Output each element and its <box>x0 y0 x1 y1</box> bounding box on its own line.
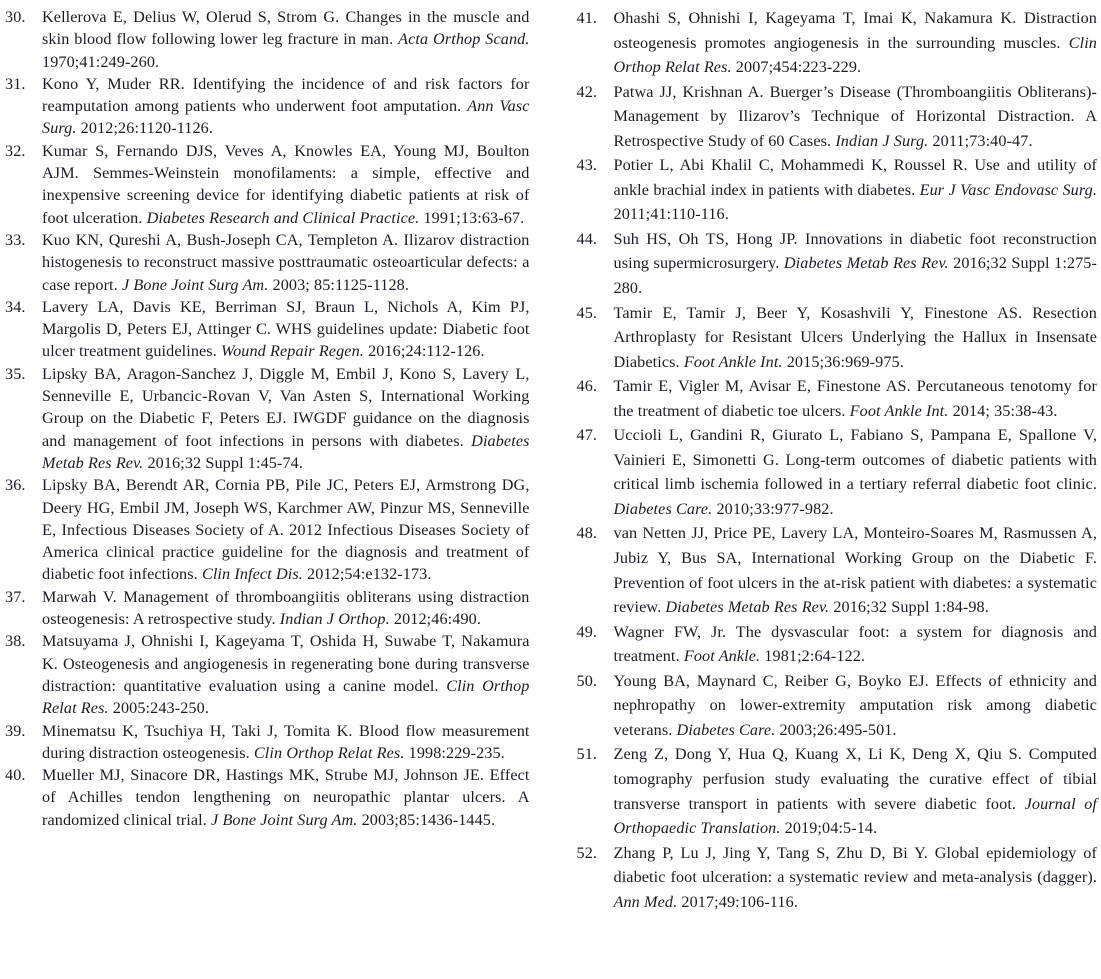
reference-item <box>5 140 530 229</box>
journal-name: Eur J Vasc Endovasc Surg. <box>919 180 1097 199</box>
journal-name: Diabetes Metab Res Rev. <box>665 598 830 617</box>
reference-text-part: Wagner FW, Jr. The dysvascular foot: a system for diagnosis and treatment. <box>613 622 1097 666</box>
reference-text <box>42 75 530 138</box>
reference-item <box>577 669 1098 743</box>
reference-item <box>5 764 530 831</box>
reference-text-part: 2005:243-250. <box>108 699 209 718</box>
journal-name: Clin Orthop Relat Res. <box>42 676 530 718</box>
reference-text <box>614 377 1098 420</box>
reference-text <box>614 9 1098 76</box>
reference-number: 46. <box>576 377 598 396</box>
reference-item <box>577 301 1098 375</box>
reference-number: 34. <box>5 297 26 316</box>
reference-text <box>42 588 530 628</box>
reference-text-part: Zhang P, Lu J, Jing Y, Tang S, Zhu D, Bi Y. Global epidemiology of diabetic foot ulceration: a systematic review and meta-analysis (dagger). <box>613 843 1097 887</box>
reference-text-part: 2012;54:e132-173. <box>302 565 432 584</box>
reference-text-part: 1970;41:249-260. <box>42 52 160 71</box>
reference-text <box>614 672 1098 739</box>
reference-text-part: 2012;26:1120-1126. <box>76 119 214 138</box>
reference-item <box>5 474 530 585</box>
reference-text <box>42 632 530 717</box>
reference-text-part: 2011;41:110-116. <box>613 205 729 224</box>
reference-text-part: 2014; 35:38-43. <box>948 401 1058 420</box>
reference-item <box>577 841 1098 915</box>
reference-number: 50. <box>576 671 598 690</box>
journal-name: Journal of Orthopaedic Translation. <box>613 794 1097 838</box>
reference-item <box>5 6 530 73</box>
journal-name: Diabetes Care. <box>613 499 713 518</box>
journal-name: Diabetes Metab Res Rev. <box>783 254 949 273</box>
journal-name: J Bone Joint Surg Am. <box>211 810 358 829</box>
reference-number: 39. <box>5 721 26 740</box>
reference-text <box>614 426 1098 518</box>
reference-text-part: Kuo KN, Qureshi A, Bush-Joseph CA, Templeton A. Ilizarov distraction histogenesis to reconstruct massive posttraumatic osteoarticular defects: a case report. <box>42 230 530 294</box>
reference-item <box>577 742 1098 840</box>
reference-text-part: Kellerova E, Delius W, Olerud S, Strom G. Changes in the muscle and skin blood flow following lower leg fracture in man. <box>42 8 530 49</box>
reference-text <box>614 844 1098 911</box>
reference-number: 41. <box>576 9 598 27</box>
reference-item <box>577 620 1098 669</box>
reference-text <box>614 745 1098 837</box>
journal-name: Diabetes Care. <box>676 720 776 739</box>
journal-name: Ann Vasc Surg. <box>42 97 530 138</box>
reference-text <box>42 476 530 583</box>
reference-text-part: Zeng Z, Dong Y, Hua Q, Kuang X, Li K, Deng X, Qiu S. Computed tomography perfusion study evaluating the curative effect of tibial transverse transport in patients with severe diabetic foot. <box>613 745 1097 813</box>
reference-text-part: 2011;73:40-47. <box>928 131 1033 150</box>
reference-text <box>42 8 530 71</box>
reference-text-part: Potier L, Abi Khalil C, Mohammedi K, Roussel R. Use and utility of ankle brachial index in patients with diabetes. <box>613 156 1097 199</box>
journal-name: Diabetes Metab Res Rev. <box>42 431 530 472</box>
reference-text-part: Lipsky BA, Aragon-Sanchez J, Diggle M, Embil J, Kono S, Lavery L, Senneville E, Urbancic-Rovan V, Van Asten S, International Working Group on the Diabetic F, Peters EJ. IWGDF guidance on the diagnosis and management of foot infections in persons with diabetes. <box>42 364 530 450</box>
reference-item <box>5 296 530 363</box>
reference-text-part: 1998:229-235. <box>404 743 505 762</box>
reference-number: 35. <box>5 364 26 383</box>
reference-number: 51. <box>576 745 598 764</box>
reference-number: 43. <box>576 156 598 175</box>
reference-text-part: 2016;32 Suppl 1:45-74. <box>143 453 304 472</box>
reference-text-part: Kumar S, Fernando DJS, Veves A, Knowles EA, Young MJ, Boulton AJM. Semmes-Weinstein monofilaments: a simple, effective and inexpensive screening device for identifying diabetic patients at risk of foot ulceration. <box>42 141 530 227</box>
reference-text-part: 2016;24:112-126. <box>363 342 485 361</box>
reference-number: 44. <box>576 229 598 248</box>
reference-text-part: Patwa JJ, Krishnan A. Buerger’s Disease (Thromboangiitis Obliterans)- Management by Ilizarov’s Technique of Horizontal Distraction. A Retrospective Study of 60 Cases. <box>613 82 1097 150</box>
reference-number: 52. <box>576 843 598 862</box>
reference-item <box>5 73 530 140</box>
journal-name: Clin Infect Dis. <box>201 565 303 584</box>
reference-number: 31. <box>5 74 26 93</box>
reference-text <box>42 142 530 227</box>
reference-item <box>577 80 1098 154</box>
reference-text-part: Matsuyama J, Ohnishi I, Kageyama T, Oshida H, Suwabe T, Nakamura K. Osteogenesis and angiogenesis in regenerating bone during transverse distraction: quantitative evaluation using a canine model. <box>42 632 530 695</box>
reference-text <box>42 298 530 361</box>
reference-text-part: 2016;32 Suppl 1:84-98. <box>829 598 989 617</box>
reference-text-part: Mueller MJ, Sinacore DR, Hastings MK, Strube MJ, Johnson JE. Effect of Achilles tendon lengthening on neuropathic plantar ulcers. A randomized clinical trial. <box>42 766 530 829</box>
reference-text-part: 2003;85:1436-1445. <box>357 810 496 829</box>
reference-text-part: Tamir E, Vigler M, Avisar E, Finestone AS. Percutaneous tenotomy for the treatment of diabetic toe ulcers. <box>613 377 1097 420</box>
reference-text-part: 2003; 85:1125-1128. <box>268 275 410 294</box>
journal-name: Indian J Orthop. <box>279 610 390 629</box>
reference-text-part: Lavery LA, Davis KE, Berriman SJ, Braun L, Nichols A, Kim PJ, Margolis D, Peters EJ, Attinger C. WHS guidelines update: Diabetic foot ulcer treatment guidelines. <box>42 297 530 361</box>
journal-name: Clin Orthop Relat Res. <box>253 743 405 762</box>
reference-number: 38. <box>5 632 26 651</box>
reference-number: 36. <box>5 476 26 495</box>
reference-text <box>614 623 1098 666</box>
reference-text-part: 2015;36:969-975. <box>782 352 904 371</box>
reference-text <box>42 766 530 829</box>
reference-item <box>5 720 530 765</box>
reference-text-part: Ohashi S, Ohnishi I, Kageyama T, Imai K, Nakamura K. Distraction osteogenesis promotes angiogenesis in the surrounding muscles. <box>613 9 1097 52</box>
reference-text-part: Uccioli L, Gandini R, Giurato L, Fabiano S, Pampana E, Spallone V, Vainieri E, Simonetti G. Long-term outcomes of diabetic patients with critical limb ischemia followed in a tertiary referral diabetic foot clinic. <box>613 426 1097 494</box>
reference-text-part: 2010;33:977-982. <box>712 499 834 518</box>
reference-text-part: Suh HS, Oh TS, Hong JP. Innovations in diabetic foot reconstruction using supermicrosurgery. <box>613 229 1097 273</box>
references-column-left <box>5 6 530 979</box>
reference-number: 42. <box>576 82 598 101</box>
reference-text <box>614 304 1098 371</box>
reference-item <box>5 586 530 631</box>
reference-text-part: Lipsky BA, Berendt AR, Cornia PB, Pile JC, Peters EJ, Armstrong DG, Deery HG, Embil JM, Joseph WS, Karchmer AW, Pinzur MS, Senneville E, Infectious Diseases Society of A. 2012 Infectious Diseases Society of America clinical practice guideline for the diagnosis and treatment of diabetic foot infections. <box>42 476 530 584</box>
reference-text-part: 2003;26:495-501. <box>775 720 897 739</box>
reference-text-part: van Netten JJ, Price PE, Lavery LA, Monteiro-Soares M, Rasmussen A, Jubiz Y, Bus SA, International Working Group on the Diabetic F. Prevention of foot ulcers in the at-risk patient with diabetes: a systematic review. <box>613 524 1097 617</box>
reference-text-part: Young BA, Maynard C, Reiber G, Boyko EJ. Effects of ethnicity and nephropathy on lower-extremity amputation risk among diabetic veterans. <box>613 671 1097 739</box>
journal-name: Ann Med. <box>613 892 678 911</box>
reference-text-part: 1991;13:63-67. <box>419 208 525 227</box>
reference-text-part: Tamir E, Tamir J, Beer Y, Kosashvili Y, Finestone AS. Resection Arthroplasty for Resistant Ulcers Underlying the Hallux in Insensate Diabetics. <box>613 303 1097 371</box>
journal-name: Wound Repair Regen. <box>221 342 364 361</box>
journal-name: Foot Ankle. <box>683 647 761 666</box>
reference-item <box>5 229 530 296</box>
reference-item <box>577 374 1098 423</box>
reference-text <box>614 156 1098 223</box>
journal-name: Indian J Surg. <box>835 131 929 150</box>
reference-item <box>577 153 1098 227</box>
reference-number: 48. <box>576 524 598 543</box>
reference-item <box>577 6 1098 80</box>
reference-text-part: Minematsu K, Tsuchiya H, Taki J, Tomita K. Blood flow measurement during distraction osteogenesis. <box>42 721 530 762</box>
reference-text-part: Marwah V. Management of thromboangiitis obliterans using distraction osteogenesis: A retrospective study. <box>42 587 530 629</box>
reference-text <box>42 231 530 294</box>
reference-number: 49. <box>576 622 598 641</box>
reference-text-part: Kono Y, Muder RR. Identifying the incidence of and risk factors for reamputation among patients who underwent foot amputation. <box>42 74 530 116</box>
journal-name: Clin Orthop Relat Res. <box>613 33 1097 77</box>
reference-number: 47. <box>576 426 598 445</box>
reference-number: 33. <box>5 230 26 249</box>
reference-item <box>5 630 530 719</box>
reference-text-part: 2012;46:490. <box>389 610 481 629</box>
reference-text-part: 1981;2:64-122. <box>760 647 866 666</box>
journal-name: Foot Ankle Int. <box>849 401 949 420</box>
reference-text <box>42 722 530 762</box>
references-column-right <box>577 6 1098 979</box>
reference-text <box>42 365 530 472</box>
reference-item <box>5 363 530 474</box>
reference-number: 37. <box>5 587 26 606</box>
reference-text-part: 2017;49:106-116. <box>677 892 798 911</box>
journal-name: J Bone Joint Surg Am. <box>121 275 269 294</box>
reference-number: 30. <box>5 8 26 26</box>
reference-text-part: 2007;454:223-229. <box>731 58 862 77</box>
reference-text <box>614 524 1098 616</box>
reference-text-part: 2016;32 Suppl 1:275-280. <box>613 254 1097 298</box>
journal-name: Diabetes Research and Clinical Practice. <box>146 208 420 227</box>
reference-number: 32. <box>5 141 26 160</box>
reference-item <box>577 521 1098 619</box>
reference-text-part: 2019;04:5-14. <box>780 819 878 838</box>
journal-name: Acta Orthop Scand. <box>398 30 530 49</box>
reference-number: 40. <box>5 766 26 785</box>
reference-number: 45. <box>576 303 598 322</box>
journal-name: Foot Ankle Int. <box>683 352 783 371</box>
reference-text <box>614 230 1098 297</box>
reference-item <box>577 227 1098 301</box>
reference-item <box>577 423 1098 521</box>
reference-text <box>614 83 1098 150</box>
